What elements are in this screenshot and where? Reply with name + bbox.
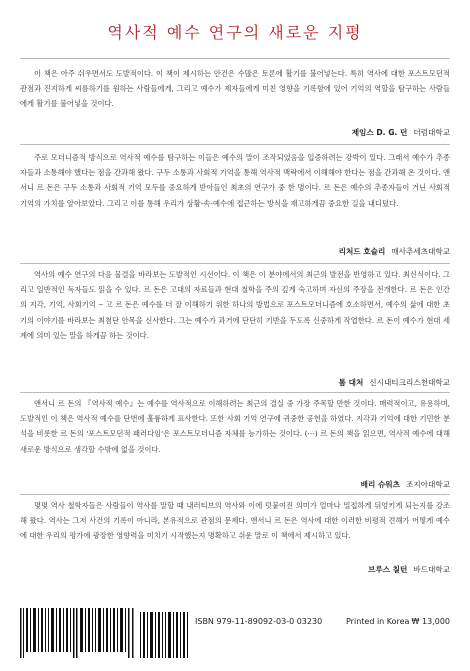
divider xyxy=(20,58,450,59)
blurb-4 xyxy=(20,396,450,457)
printed-in: Printed in Korea xyxy=(346,617,410,626)
author-name: 리처드 호슬리 xyxy=(338,247,386,256)
isbn-barcode xyxy=(20,608,136,658)
author-name: 제임스 D. G. 던 xyxy=(351,128,408,137)
author-affiliation: 더럼대학교 xyxy=(413,128,450,137)
attribution-4 xyxy=(361,479,450,490)
blurb-text: 역사의 예수 연구의 다음 물결을 바라보는 도발적인 시선이다. 이 책은 이 분야에서의 최근의 발전을 반영하고 있다. 최신식이다. 그리고 일반적인 독자들도 읽을 수 있다. 르 돈은 고대의 자료들과 현대 철학을 주의 깊게 숙고하며 자신의 주장을 전개한다. 르 돈은 인간의 지각, 기억, 사회기억 ‒ 고 르 돈은 예수를 더 잘 이해하기 위한 하나의 방법으로 포스트모더니즘에 호소하면서, 예수의 삶에 대한 초기의 이야기를 바라보는 최첨단 안목을 신사한다. 그는 예수가 과거에 단단히 기반을 두도록 신중하게 작업한다. 르 돈이 예수가 현대 세계에 의미 있는 말을 하게끔 하는 것이다. xyxy=(20,270,450,340)
price-addon-barcode xyxy=(140,608,190,658)
divider xyxy=(20,392,450,393)
divider xyxy=(20,494,450,495)
blurb-2 xyxy=(20,150,450,211)
isbn-number: ISBN 979-11-89092-03-0 03230 xyxy=(195,617,323,626)
blurb-5 xyxy=(20,498,450,544)
blurb-3 xyxy=(20,267,450,343)
blurb-text: 앤서니 르 돈의 『역사적 예수』는 예수를 역사적으로 이해하려는 최근의 결실 중 가장 주목할 만한 것이다. 매력적이고, 유용하며, 도발적인 이 책은 역사적 예수를 단번에 훌륭하게 표사한다. 또한 사회 기억 연구에 귀중한 공헌을 하였다. 지각과 기억에 대한 기민한 분석을 비롯한 르 돈의 '포스트모던적 패러다임'은 포스트모더니즘 자체를 능가하는 것이다. (⋯) 르 돈의 책을 읽으면, 역사적 예수에 대해 새로운 방식으로 생각할 수밖에 없을 것이다. xyxy=(20,399,450,454)
attribution-5 xyxy=(368,564,450,575)
attribution-1 xyxy=(352,127,450,138)
book-title: 역사적 예수 연구의 새로운 지평 xyxy=(107,23,363,42)
author-affiliation: 신시내티크리스천대학교 xyxy=(369,378,450,387)
attribution-2 xyxy=(339,246,450,257)
author-name: 톰 대처 xyxy=(338,378,364,387)
attribution-3 xyxy=(339,377,450,388)
divider xyxy=(20,263,450,264)
divider xyxy=(20,144,450,145)
blurb-1 xyxy=(20,66,450,112)
blurb-text: 이 책은 아주 쉬우면서도 도발적이다. 이 책이 제시하는 안건은 수많은 토론에 활기를 불어넣는다. 특히 역사에 대한 포스트모던적 관점과 진지하게 씨름하기를 원하는 사람들에게, 그리고 예수가 제자들에게 미친 영향을 기록함에 있어 기억의 역할을 탐구하는 사람들에게 활기를 불어넣을 것이다. xyxy=(20,69,450,109)
author-affiliation: 바드대학교 xyxy=(413,565,450,574)
blurb-text: 주로 모더니즘적 방식으로 역사적 예수를 탐구하는 이들은 예수의 말이 조작되었음을 입증하려는 강박이 있다. 그래서 예수가 추종자들과 소통해야 했다는 점을 간과해 왔다. 구두 소통과 사회적 기억을 통해 역사적 맥락에서 이해해야 한다는 점을 간과해 온 것이다. 앤서니 르 돈은 구두 소통과 사회적 기억 모두를 중요하게 받아들인 최초의 연구가 중 한 명이다. 르 돈은 예수의 추종자들이 거닌 사회적 기억의 가치를 알아보았다. 그리고 이를 통해 우리가 상황-속-예수에 접근하는 방식을 재고하게끔 중요한 길을 내디뎠다. xyxy=(20,153,450,208)
price: ₩ 13,000 xyxy=(411,617,450,626)
author-name: 배리 슈워츠 xyxy=(360,480,400,489)
blurb-text: 몇몇 역사 철학자들은 사람들이 역사를 말할 때 내러티브의 역사와 이에 덧붙여진 의미가 얼마나 밀접하게 뒤엉키게 되는지를 강조해 왔다. 역사는 그저 사건의 기록이 아니라, 본유적으로 관점의 문제다. 앤서니 르 돈은 역사에 대한 이러한 비평적 견해가 어떻게 예수에 대한 우리의 평가에 광장한 영향력을 미치기 시작했는지 명확하고 쉬운 말로 이 책에서 제시하고 있다. xyxy=(20,501,450,541)
author-name: 브루스 칠턴 xyxy=(367,565,408,574)
author-affiliation: 조지아대학교 xyxy=(405,480,450,489)
author-affiliation: 매사추세츠대학교 xyxy=(391,247,450,256)
